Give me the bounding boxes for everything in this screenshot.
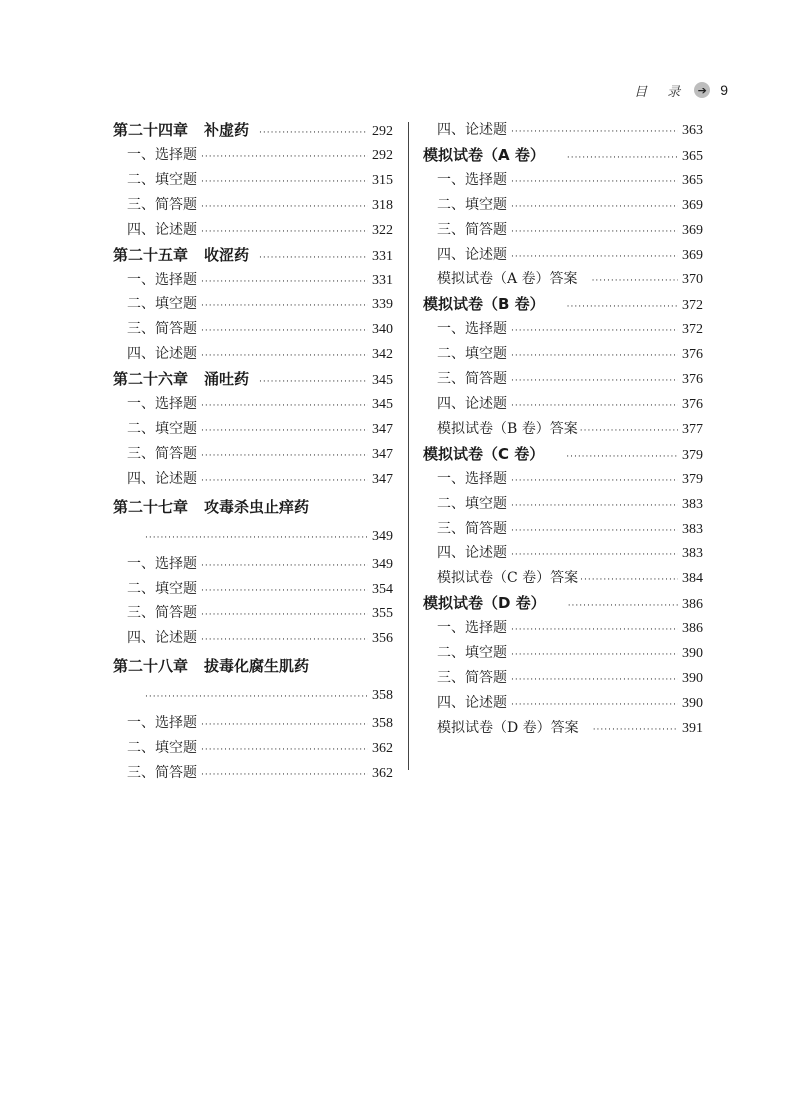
- page-number: 369: [682, 247, 703, 263]
- page-number: 365: [682, 148, 703, 164]
- page-number: 369: [682, 197, 703, 213]
- chapter-number: 第二十七章: [113, 497, 189, 516]
- toc-subsection[interactable]: [423, 641, 703, 666]
- leader-dots: [259, 246, 368, 271]
- toc-subsection[interactable]: [423, 118, 703, 143]
- leader-dots: [511, 170, 678, 195]
- toc-exam-answer[interactable]: [423, 267, 703, 292]
- leader-dots: [201, 170, 368, 195]
- entry-label: 四、论述题: [127, 470, 197, 487]
- entry-label: 一、选择题: [127, 147, 197, 163]
- page-number: 292: [372, 148, 393, 163]
- leader-dots: [511, 643, 678, 668]
- leader-dots: [511, 519, 678, 544]
- page-number: 355: [372, 606, 393, 622]
- leader-dots: [511, 394, 678, 419]
- toc-subsection[interactable]: [423, 467, 703, 492]
- leader-dots: [511, 618, 678, 643]
- leader-dots: [259, 121, 368, 146]
- toc-subsection[interactable]: [423, 218, 703, 243]
- entry-label: 模拟试卷（A 卷）: [423, 145, 545, 164]
- toc-subsection[interactable]: [113, 626, 393, 651]
- chapter-name: 拔毒化腐生肌药: [204, 657, 310, 676]
- toc-subsection[interactable]: [423, 517, 703, 542]
- page-number: 358: [372, 716, 393, 732]
- chapter-name: 补虚药: [204, 121, 250, 139]
- leader-dots: [511, 120, 678, 145]
- entry-label: 模拟试卷（C 卷）答案: [437, 570, 579, 587]
- leader-dots: [511, 344, 678, 369]
- page-number: 376: [682, 372, 703, 388]
- page-number: 390: [682, 646, 703, 662]
- leader-dots: [201, 294, 368, 319]
- page-number: 349: [372, 556, 393, 572]
- entry-label: 二、填空题: [127, 421, 197, 438]
- toc-subsection[interactable]: [113, 342, 393, 367]
- arrow-right-circle-icon: ➔: [694, 82, 710, 98]
- page-number: 356: [372, 631, 393, 647]
- leader-dots: [201, 579, 368, 604]
- page-number: 315: [372, 172, 393, 188]
- entry-label: 四、论述题: [127, 346, 197, 363]
- page-number: 391: [682, 720, 703, 736]
- toc-exam-answer[interactable]: [423, 417, 703, 442]
- leader-dots: [201, 713, 368, 738]
- toc-subsection[interactable]: [113, 168, 393, 193]
- page-number: 376: [682, 397, 703, 413]
- entry-label: 模拟试卷（C 卷）: [423, 444, 545, 463]
- leader-dots: [201, 628, 368, 653]
- entry-label: 模拟试卷（A 卷）答案: [437, 271, 578, 288]
- leader-dots: [511, 693, 678, 718]
- page-number: 384: [682, 571, 703, 587]
- leader-dots: [567, 295, 678, 320]
- toc-subsection[interactable]: [423, 168, 703, 193]
- page-number: 331: [372, 248, 393, 264]
- entry-label: 三、简答题: [127, 605, 197, 622]
- toc-subsection[interactable]: [113, 392, 393, 417]
- toc-subsection[interactable]: [423, 193, 703, 218]
- entry-label: [113, 118, 249, 143]
- entry-label: 三、简答题: [437, 221, 507, 238]
- page-number: 363: [682, 123, 703, 138]
- toc-chapter[interactable]: [113, 118, 393, 143]
- toc-chapter[interactable]: [113, 243, 393, 268]
- page-number: 318: [372, 197, 393, 213]
- toc-subsection[interactable]: [423, 243, 703, 268]
- entry-label: 模拟试卷（B 卷）: [423, 295, 545, 314]
- leader-dots: [201, 319, 368, 344]
- page-number: 386: [682, 597, 703, 613]
- entry-label: 二、填空题: [127, 171, 197, 188]
- toc-mock-exam[interactable]: [423, 442, 703, 467]
- entry-label: 二、填空题: [437, 645, 507, 662]
- toc-subsection[interactable]: [113, 577, 393, 602]
- chapter-number: 第二十五章: [113, 245, 189, 264]
- entry-label: 一、选择题: [127, 555, 197, 572]
- chapter-number: 第二十八章: [113, 657, 189, 676]
- chapter-number: 第二十四章: [113, 121, 189, 139]
- toc-subsection[interactable]: [423, 616, 703, 641]
- page-number: 347: [372, 471, 393, 487]
- leader-dots: [201, 469, 368, 494]
- leader-dots: [592, 269, 678, 294]
- entry-label: 三、简答题: [127, 445, 197, 462]
- leader-dots: [145, 682, 368, 712]
- toc-subsection[interactable]: [113, 317, 393, 342]
- page-number: 347: [372, 422, 393, 438]
- chapter-name: 攻毒杀虫止痒药: [204, 497, 310, 516]
- leader-dots: [201, 444, 368, 469]
- page-number: 347: [372, 446, 393, 462]
- column-divider: [408, 122, 409, 770]
- toc-subsection[interactable]: [113, 601, 393, 626]
- toc-subsection[interactable]: [113, 292, 393, 317]
- toc-subsection[interactable]: [423, 342, 703, 367]
- page-number: 340: [372, 322, 393, 338]
- entry-label: [113, 243, 249, 268]
- leader-dots: [593, 718, 678, 743]
- leader-dots: [580, 419, 678, 444]
- page-number: 339: [372, 297, 393, 313]
- entry-label: 四、论述题: [437, 694, 507, 711]
- page-number: 390: [682, 671, 703, 687]
- page-number: 383: [682, 546, 703, 562]
- page-number: 342: [372, 347, 393, 363]
- entry-label: 四、论述题: [127, 221, 197, 238]
- toc-subsection[interactable]: [423, 541, 703, 566]
- entry-label: 一、选择题: [127, 396, 197, 413]
- leader-dots: [259, 370, 368, 395]
- toc-subsection[interactable]: [113, 417, 393, 442]
- page-number: 383: [682, 496, 703, 512]
- toc-chapter-title[interactable]: [113, 492, 393, 522]
- leader-dots: [201, 145, 368, 170]
- page-number: 379: [682, 447, 703, 463]
- leader-dots: [580, 568, 678, 593]
- leader-dots: [511, 245, 678, 270]
- page-number: 379: [682, 471, 703, 487]
- page-number: 383: [682, 521, 703, 537]
- leader-dots: [145, 523, 368, 553]
- page-number: 386: [682, 621, 703, 637]
- toc-subsection[interactable]: [113, 218, 393, 243]
- page-number: 292: [372, 124, 393, 139]
- leader-dots: [201, 270, 368, 295]
- toc-subsection[interactable]: [113, 552, 393, 577]
- entry-label: 一、选择题: [437, 620, 507, 637]
- toc-chapter[interactable]: [113, 367, 393, 392]
- entry-label: 四、论述题: [437, 122, 507, 138]
- page-number: 376: [682, 347, 703, 363]
- entry-label: 四、论述题: [437, 246, 507, 263]
- leader-dots: [566, 445, 678, 470]
- page-number: 369: [682, 222, 703, 238]
- toc-exam-answer[interactable]: [423, 716, 703, 741]
- entry-label: 二、填空题: [437, 346, 507, 363]
- toc-subsection[interactable]: [423, 367, 703, 392]
- toc-chapter-continuation[interactable]: [113, 681, 393, 711]
- page-number: 390: [682, 695, 703, 711]
- entry-label: 三、简答题: [437, 371, 507, 388]
- entry-label: 一、选择题: [127, 715, 197, 732]
- toc-subsection[interactable]: [113, 442, 393, 467]
- entry-label: 三、简答题: [127, 196, 197, 213]
- toc-subsection[interactable]: [423, 691, 703, 716]
- toc-subsection[interactable]: [423, 317, 703, 342]
- entry-label: 模拟试卷（B 卷）答案: [437, 420, 578, 437]
- leader-dots: [511, 369, 678, 394]
- leader-dots: [201, 603, 368, 628]
- leader-dots: [201, 763, 368, 788]
- leader-dots: [511, 195, 678, 220]
- toc-subsection[interactable]: [423, 492, 703, 517]
- entry-label: 三、简答题: [127, 321, 197, 338]
- page-number: 9: [720, 82, 728, 98]
- leader-dots: [511, 668, 678, 693]
- toc-chapter-continuation[interactable]: [113, 522, 393, 552]
- entry-label: 一、选择题: [437, 321, 507, 338]
- entry-label: 四、论述题: [127, 630, 197, 647]
- entry-label: 一、选择题: [127, 271, 197, 288]
- entry-label: [113, 367, 249, 392]
- toc-mock-exam[interactable]: [423, 143, 703, 168]
- page-number: 322: [372, 222, 393, 238]
- toc-subsection[interactable]: [113, 761, 393, 786]
- leader-dots: [567, 146, 678, 171]
- entry-label: 四、论述题: [437, 545, 507, 562]
- page-number: 372: [682, 322, 703, 338]
- entry-label: 二、填空题: [437, 196, 507, 213]
- toc-subsection[interactable]: [423, 392, 703, 417]
- toc-right-column: [423, 118, 703, 741]
- entry-label: 二、填空题: [437, 495, 507, 512]
- toc-subsection[interactable]: [113, 467, 393, 492]
- chapter-name: 涌吐药: [204, 370, 250, 389]
- leader-dots: [511, 469, 678, 494]
- leader-dots: [201, 394, 368, 419]
- entry-label: 二、填空题: [127, 740, 197, 757]
- entry-label: 三、简答题: [437, 670, 507, 687]
- page-number: 362: [372, 741, 393, 757]
- leader-dots: [511, 220, 678, 245]
- page-number: 370: [682, 272, 703, 288]
- toc-subsection[interactable]: [113, 193, 393, 218]
- page-number: 377: [682, 421, 703, 437]
- entry-label: 二、填空题: [127, 580, 197, 597]
- toc-chapter-title[interactable]: [113, 651, 393, 681]
- running-header: [634, 80, 728, 100]
- page-number: 345: [372, 397, 393, 413]
- leader-dots: [511, 319, 678, 344]
- page-number: 331: [372, 272, 393, 288]
- page-number: 349: [372, 528, 393, 544]
- page-number: 362: [372, 766, 393, 782]
- leader-dots: [201, 195, 368, 220]
- chapter-name: 收涩药: [204, 245, 250, 264]
- entry-label: 三、简答题: [437, 520, 507, 537]
- leader-dots: [201, 344, 368, 369]
- page-number: 372: [682, 298, 703, 314]
- entry-label: 一、选择题: [437, 470, 507, 487]
- leader-dots: [201, 554, 368, 579]
- entry-label: 三、简答题: [127, 765, 197, 782]
- leader-dots: [201, 738, 368, 763]
- toc-mock-exam[interactable]: [423, 591, 703, 616]
- leader-dots: [511, 543, 678, 568]
- toc-exam-answer[interactable]: [423, 566, 703, 591]
- entry-label: 模拟试卷（D 卷）: [423, 594, 546, 613]
- toc-subsection[interactable]: [113, 143, 393, 168]
- leader-dots: [201, 419, 368, 444]
- toc-subsection[interactable]: [423, 666, 703, 691]
- toc-subsection[interactable]: [113, 711, 393, 736]
- page-number: 358: [372, 688, 393, 704]
- toc-mock-exam[interactable]: [423, 292, 703, 317]
- leader-dots: [511, 494, 678, 519]
- entry-label: 一、选择题: [437, 171, 507, 188]
- entry-label: 四、论述题: [437, 396, 507, 413]
- section-title: 目 录: [634, 84, 689, 100]
- toc-subsection[interactable]: [113, 268, 393, 293]
- page-number: 345: [372, 373, 393, 389]
- chapter-number: 第二十六章: [113, 370, 189, 389]
- page-number: 365: [682, 172, 703, 188]
- leader-dots: [201, 220, 368, 245]
- entry-label: 二、填空题: [127, 296, 197, 313]
- page-number: 354: [372, 581, 393, 597]
- leader-dots: [568, 594, 678, 619]
- toc-subsection[interactable]: [113, 736, 393, 761]
- entry-label: 模拟试卷（D 卷）答案: [437, 719, 579, 736]
- toc-left-column: [113, 118, 393, 786]
